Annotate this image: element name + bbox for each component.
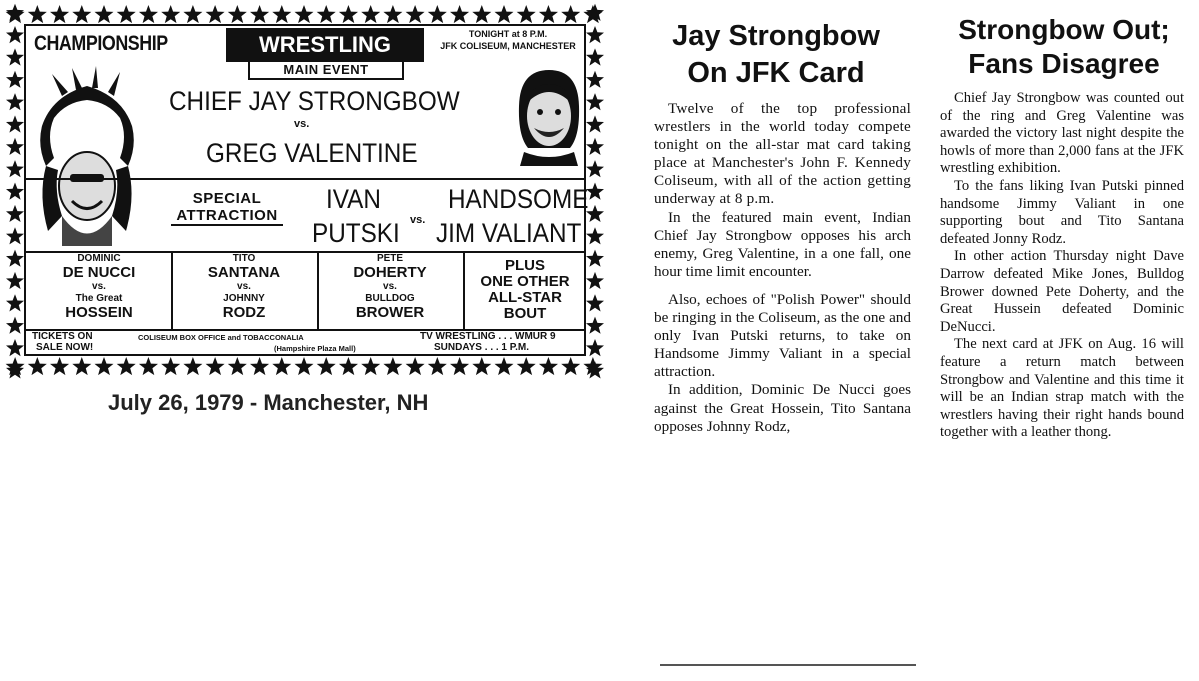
star-icon — [6, 361, 24, 378]
wrestling-ad — [4, 2, 604, 382]
star-icon — [117, 357, 136, 375]
article2-title-line2: Fans Disagree — [968, 48, 1160, 79]
tickets-line1: TICKETS ON — [32, 331, 93, 342]
star-icon — [6, 339, 24, 356]
star-icon — [228, 357, 247, 375]
star-icon — [6, 71, 24, 88]
star-icon — [586, 160, 604, 177]
star-icon — [6, 250, 24, 267]
ad-vline-1 — [171, 253, 173, 329]
star-icon — [361, 357, 380, 375]
star-icon — [586, 115, 604, 132]
star-icon — [472, 5, 491, 23]
article1-paragraph: In addition, Dominic De Nucci goes against the Great Hossein, Tito Santana opposes Johnny Rodz, — [654, 381, 911, 435]
strongbow-portrait — [32, 66, 142, 246]
star-icon — [428, 5, 447, 23]
star-icon — [139, 5, 158, 23]
ad-venue-line: JFK COLISEUM, MANCHESTER — [440, 41, 576, 51]
article1-bottom-rule — [660, 664, 916, 666]
article2-paragraph: To the fans liking Ivan Putski pinned handsome Jimmy Valiant in one supporting bout and Tito Santana defeated Jonny Rodz. — [940, 177, 1184, 247]
star-icon — [586, 138, 604, 155]
star-icon — [450, 5, 469, 23]
tickets-line2: SALE NOW! — [36, 342, 94, 353]
article1-title-line1: Jay Strongbow — [672, 20, 880, 52]
special-word: SPECIAL — [192, 190, 262, 207]
ad-wrestling-banner: WRESTLING — [226, 28, 424, 62]
star-icon — [586, 294, 604, 311]
star-icon — [406, 357, 425, 375]
star-icon — [586, 205, 604, 222]
bout-1-line3: The Great — [75, 293, 123, 304]
sp-vs: vs. — [410, 214, 426, 226]
star-icon — [272, 5, 291, 23]
bout-2-line2: SANTANA — [207, 264, 281, 281]
star-icon — [539, 5, 558, 23]
star-icon — [272, 357, 291, 375]
bout-4-line2: ONE OTHER — [480, 273, 570, 290]
ad-frame — [24, 24, 589, 356]
bout-2 — [174, 253, 314, 329]
star-icon — [472, 357, 491, 375]
star-icon — [586, 4, 604, 21]
star-icon — [539, 357, 558, 375]
star-icon — [586, 272, 604, 289]
star-icon — [339, 5, 358, 23]
article2-title-line1: Strongbow Out; — [958, 14, 1170, 45]
star-icon — [6, 48, 24, 65]
star-border-left — [4, 2, 26, 382]
ad-vline-2 — [317, 253, 319, 329]
star-icon — [6, 227, 24, 244]
article1-title-line2: On JFK Card — [687, 57, 865, 89]
bout-4 — [466, 258, 584, 334]
article2-paragraph: The next card at JFK on Aug. 16 will feature a return match between Strongbow and Valentine and this time it will be an Indian strap match with the wrestlers having their right hands bound together with a leather thong. — [940, 336, 1184, 441]
article1-body — [654, 100, 911, 436]
valentine-portrait — [514, 66, 584, 166]
ad-time-venue — [430, 28, 586, 52]
bout-3-line1: PETE — [376, 253, 404, 264]
star-icon — [295, 5, 314, 23]
star-icon — [406, 5, 425, 23]
star-icon — [586, 183, 604, 200]
bout-1-line1: DOMINIC — [77, 253, 121, 264]
star-icon — [586, 317, 604, 334]
star-icon — [206, 5, 225, 23]
star-icon — [250, 5, 269, 23]
star-icon — [6, 115, 24, 132]
special-attraction-label — [171, 190, 283, 226]
star-icon — [72, 357, 91, 375]
star-icon — [586, 26, 604, 43]
star-icon — [383, 357, 402, 375]
star-icon — [250, 357, 269, 375]
bout-3-line3: BULLDOG — [365, 293, 415, 304]
article2-body — [940, 90, 1184, 442]
ad-vline-3 — [463, 253, 465, 329]
star-icon — [72, 5, 91, 23]
sp-wrestler-b1: HANDSOME — [448, 184, 589, 214]
sp-wrestler-a1: IVAN — [326, 184, 381, 214]
bout-4-line4: BOUT — [503, 305, 547, 322]
star-icon — [586, 250, 604, 267]
star-icon — [6, 138, 24, 155]
bout-3-line2: DOHERTY — [353, 264, 427, 281]
star-icon — [450, 357, 469, 375]
bout-1-line4: HOSSEIN — [65, 304, 133, 321]
star-icon — [517, 357, 536, 375]
bout-2-line1: TITO — [232, 253, 256, 264]
bout-3-vs: vs. — [383, 281, 397, 292]
star-icon — [6, 294, 24, 311]
bout-1-line2: DE NUCCI — [62, 264, 136, 281]
star-icon — [50, 5, 69, 23]
star-icon — [28, 5, 47, 23]
star-icon — [206, 357, 225, 375]
article1-paragraph: Also, echoes of "Polish Power" should be ringing in the Coliseum, as the one and only Ivan Putski returns, to take on Handsome Jimmy Valiant in a special attraction. — [654, 290, 911, 381]
main-wrestler-a: CHIEF JAY STRONGBOW — [169, 86, 460, 116]
sp-wrestler-b2: JIM VALIANT — [436, 218, 582, 248]
bout-2-line3: JOHNNY — [223, 293, 265, 304]
bout-4-line1: PLUS — [504, 257, 545, 274]
star-icon — [28, 357, 47, 375]
star-icon — [586, 48, 604, 65]
bout-3 — [320, 253, 460, 329]
star-icon — [6, 317, 24, 334]
sp-wrestler-a2: PUTSKI — [312, 218, 400, 248]
bout-1-vs: vs. — [92, 281, 106, 292]
bout-4-line3: ALL-STAR — [488, 289, 562, 306]
star-icon — [6, 4, 24, 21]
star-icon — [6, 26, 24, 43]
star-border-bottom — [4, 354, 604, 380]
article2-paragraph: In other action Thursday night Dave Darrow defeated Mike Jones, Bulldog Brower downed Pete Doherty, and the Great Hussein defeated Dominic DeNucci. — [940, 248, 1184, 335]
star-icon — [317, 357, 336, 375]
bout-2-vs: vs. — [237, 281, 251, 292]
star-icon — [95, 5, 114, 23]
star-icon — [95, 357, 114, 375]
main-wrestler-b: GREG VALENTINE — [206, 138, 418, 168]
star-icon — [517, 5, 536, 23]
ad-divider-1 — [26, 178, 584, 180]
star-icon — [428, 357, 447, 375]
star-icon — [117, 5, 136, 23]
ad-championship-label: CHAMPIONSHIP — [34, 32, 168, 55]
star-icon — [6, 205, 24, 222]
photo-caption: July 26, 1979 - Manchester, NH — [108, 390, 429, 415]
star-icon — [586, 71, 604, 88]
bout-2-line4: RODZ — [222, 304, 266, 321]
star-icon — [495, 357, 514, 375]
star-icon — [586, 339, 604, 356]
star-icon — [495, 5, 514, 23]
venue-line1: COLISEUM BOX OFFICE and TOBACCONALIA — [138, 333, 304, 342]
attraction-word: ATTRACTION — [171, 207, 283, 226]
star-icon — [361, 5, 380, 23]
star-icon — [161, 5, 180, 23]
star-icon — [561, 5, 580, 23]
star-icon — [339, 357, 358, 375]
main-vs: vs. — [294, 118, 310, 130]
star-icon — [317, 5, 336, 23]
venue-line2: (Hampshire Plaza Mall) — [274, 344, 356, 353]
ad-main-event-label: MAIN EVENT — [248, 62, 404, 80]
star-icon — [183, 5, 202, 23]
bout-3-line4: BROWER — [355, 304, 425, 321]
bout-1 — [30, 253, 168, 329]
star-icon — [50, 357, 69, 375]
star-icon — [6, 272, 24, 289]
star-icon — [383, 5, 402, 23]
tv-line2: SUNDAYS . . . 1 P.M. — [434, 342, 530, 353]
star-icon — [161, 357, 180, 375]
star-icon — [6, 183, 24, 200]
tv-line1: TV WRESTLING . . . WMUR 9 — [420, 331, 556, 342]
ad-time-line: TONIGHT at 8 P.M. — [468, 29, 548, 39]
star-icon — [6, 93, 24, 110]
star-icon — [586, 227, 604, 244]
star-icon — [586, 93, 604, 110]
article2-paragraph: Chief Jay Strongbow was counted out of the ring and Greg Valentine was awarded the victory last night despite the howls of more than 2,000 fans at the JFK wrestling exhibition. — [940, 90, 1184, 177]
article1-paragraph: In the featured main event, Indian Chief Jay Strongbow opposes his arch enemy, Greg Valentine, in a one fall, one hour time limit encounter. — [654, 208, 911, 280]
star-icon — [561, 357, 580, 375]
article1-paragraph: Twelve of the top professional wrestlers in the world today compete tonight on the all-star mat card taking place at Manchester's John F. Kennedy Coliseum, with all of the action getting underway at 8 p.m. — [654, 100, 911, 208]
star-icon — [228, 5, 247, 23]
star-icon — [586, 361, 604, 378]
star-icon — [183, 357, 202, 375]
star-icon — [6, 160, 24, 177]
star-icon — [139, 357, 158, 375]
star-icon — [295, 357, 314, 375]
